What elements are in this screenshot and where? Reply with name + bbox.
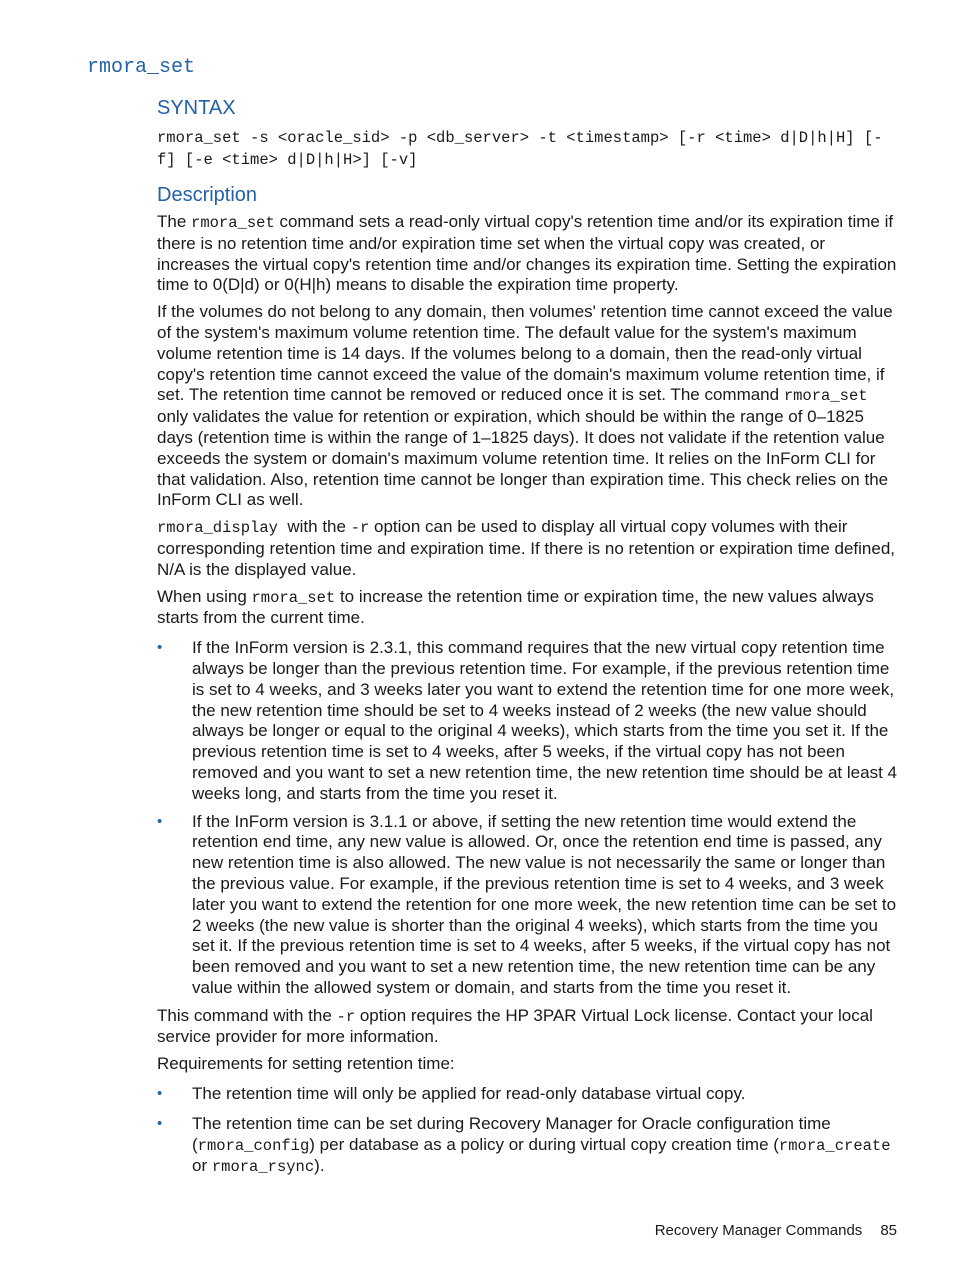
inline-code: rmora_rsync <box>211 1158 315 1177</box>
list-item <box>157 1084 899 1105</box>
description-paragraph-5 <box>157 1006 899 1049</box>
text: only validates the value for retention or expiration, which should be within the range of 0–1825 days (retention time is within the range of 1–1825 days). It does not validate if the retention value exceeds the system or domain's maximum volume retention time. It relies on the InForm CLI for that validation. Also, retention time cannot be longer than expiration time. This check relies on the InForm CLI as well. <box>157 407 889 510</box>
text: with the <box>277 517 351 537</box>
list-item <box>157 1114 899 1178</box>
text: to increase the retention time or expiration time, the new values always starts from the current time. <box>157 586 874 628</box>
text: If the InForm version is 2.3.1, this command requires that the new virtual copy retention time always be longer than the previous retention time. For example, if the previous retention time is set to 4 weeks, and 3 weeks later you want to extend the retention time for one more week, the new retention time should be set to 4 weeks instead of 2 weeks (the new value should always be longer or equal to the original 4 weeks), which starts from the time you set it. If the previous retention time is set to 4 weeks, after 5 weeks, if the virtual copy has not been removed and you want to set a new retention time, the new retention time should be at least 4 weeks long, and starts from the time you reset it. <box>192 638 897 803</box>
list-item <box>157 812 899 999</box>
description-paragraph-6: Requirements for setting retention time: <box>157 1054 455 1074</box>
page-content <box>157 96 899 1185</box>
page-number: 85 <box>880 1222 897 1239</box>
text: If the volumes do not belong to any domain, then volumes' retention time cannot exceed the value of the system's maximum volume retention time. The default value for the system's maximum volume retention time is 14 days. If the volumes belong to a domain, then the read-only virtual copy's retention time cannot exceed the value of the domain's maximum volume retention time, if set. The retention time cannot be removed or reduced once it is set. The command <box>157 302 893 405</box>
bullet-icon: • <box>157 1085 163 1103</box>
text: This command with the <box>157 1005 337 1025</box>
list-item <box>157 638 899 804</box>
page-footer <box>655 1222 897 1239</box>
bullet-icon: • <box>157 1114 163 1132</box>
text: ). <box>314 1156 325 1176</box>
text: The retention time can be set during Recovery Manager for Oracle configuration time ( <box>192 1113 831 1154</box>
description-heading: Description <box>157 184 258 206</box>
text: option requires the HP 3PAR Virtual Lock license. Contact your local service provider for more information. <box>157 1005 873 1047</box>
text: command sets a read-only virtual copy's retention time and/or its expiration time if there is no retention time and/or expiration time set when the virtual copy was created, or increases the virtual copy's retention time and/or changes its expiration time. Setting the expiration time to 0(D|d) or 0(H|h) means to disable the expiration time property. <box>157 212 897 295</box>
text: If the InForm version is 3.1.1 or above, if setting the new retention time would extend the retention end time, any new value is allowed. Or, once the retention end time is passed, any new retention time is also allowed. The new value is not necessarily the same or longer than the previous value. For example, if the previous retention time is set to 4 weeks, and 3 week later you want to extend the retention for one more week, the new retention time can be set to 2 weeks (the new value is shorter than the original 4 weeks), which starts from the time you set it. If the previous retention time is set to 4 weeks, after 5 weeks, if the virtual copy has not been removed and you want to set a new retention time, the new retention time can be any value within the allowed system or domain, and starts from the time you reset it. <box>192 811 897 997</box>
inline-code: rmora_set <box>251 588 336 607</box>
bullet-icon: • <box>157 639 163 657</box>
inline-code: -r <box>336 1007 356 1026</box>
inline-code: rmora_config <box>197 1136 310 1155</box>
version-bullet-list <box>157 638 899 999</box>
command-title: rmora_set <box>87 56 196 79</box>
bullet-icon: • <box>157 812 163 830</box>
syntax-block: rmora_set -s <oracle_sid> -p <db_server> -t <timestamp> [-r <time> d|D|h|H] [-f] [-e <time> d|D|h|H>] [-v] <box>157 129 883 169</box>
description-paragraph-4 <box>157 587 899 630</box>
text: option can be used to display all virtual copy volumes with their corresponding retention time and expiration time. If there is no retention or expiration time defined, N/A is the displayed value. <box>157 517 896 579</box>
inline-code: -r <box>350 519 370 538</box>
inline-code: rmora_display <box>157 519 278 538</box>
description-paragraph-1 <box>157 212 899 296</box>
description-paragraph-2 <box>157 302 899 511</box>
requirements-bullet-list <box>157 1084 899 1178</box>
inline-code: rmora_create <box>778 1136 891 1155</box>
text: ) per database as a policy or during virtual copy creation time ( <box>309 1134 779 1154</box>
inline-code: rmora_set <box>191 214 275 232</box>
syntax-heading: SYNTAX <box>157 97 236 119</box>
text: The retention time will only be applied for read-only database virtual copy. <box>192 1084 746 1104</box>
footer-section-title: Recovery Manager Commands <box>654 1222 863 1239</box>
text: When using <box>157 586 252 606</box>
description-paragraph-3 <box>157 517 899 580</box>
text: or <box>192 1156 212 1176</box>
inline-code: rmora_set <box>783 387 868 406</box>
text: The <box>157 212 192 231</box>
